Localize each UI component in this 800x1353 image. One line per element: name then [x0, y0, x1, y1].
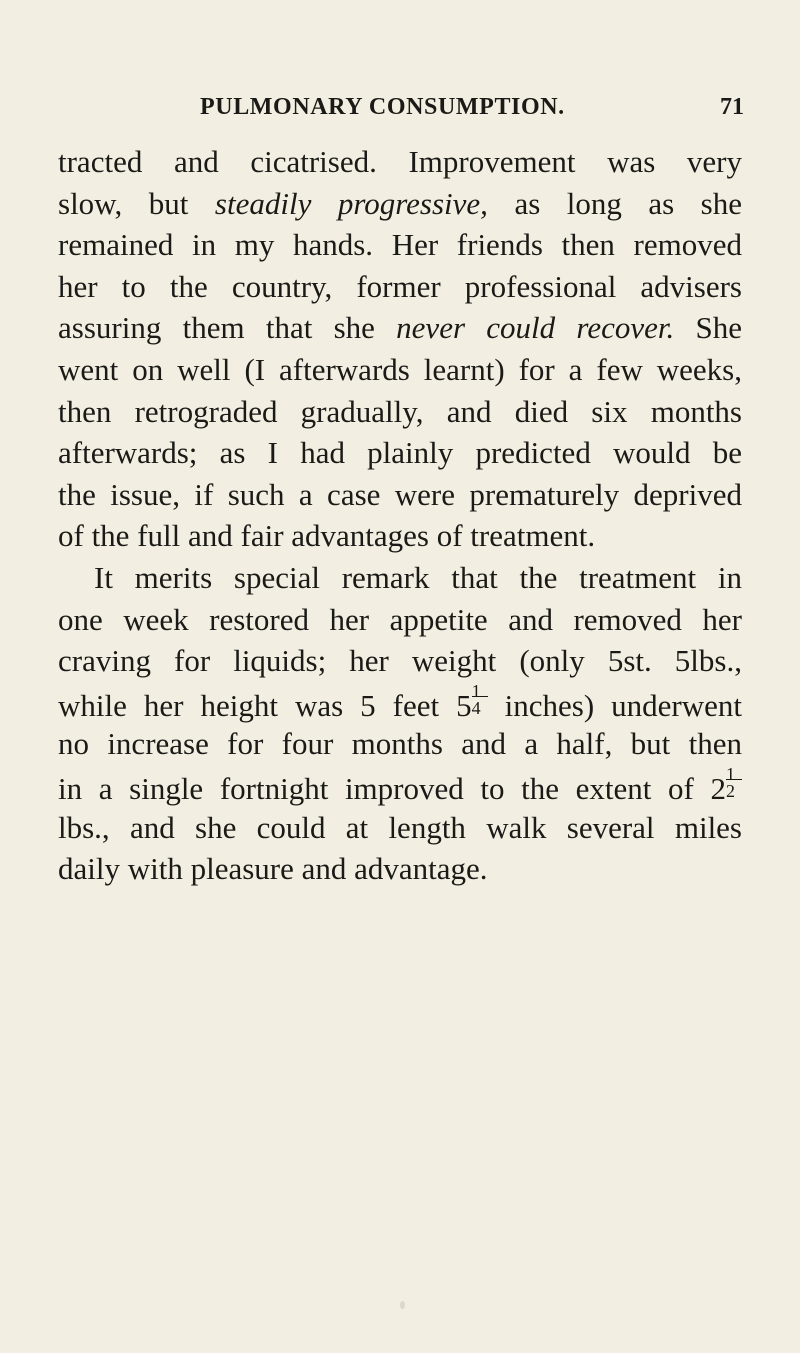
- paragraph-treatment-remark: [58, 557, 742, 890]
- text-line: went on well (I afterwards learnt) for a few weeks,: [58, 351, 742, 387]
- text-line: lbs., and she could at length walk several miles: [58, 809, 742, 845]
- text-line: slow, but steadily progressive, as long as she: [58, 185, 742, 221]
- text-line: assuring them that she never could recover. She: [58, 310, 743, 346]
- emphasis-never-could-recover: never could recover.: [396, 310, 675, 346]
- text-line: her to the country, former professional advisers: [58, 268, 742, 304]
- text-line: afterwards; as I had plainly predicted would be: [58, 435, 742, 471]
- page-number: 71: [720, 94, 744, 120]
- paper-speck: [400, 1301, 405, 1309]
- text-line: daily with pleasure and advantage.: [58, 851, 488, 887]
- text-line: no increase for four months and a half, but then: [58, 726, 742, 762]
- emphasis-steadily-progressive: steadily progressive,: [214, 185, 488, 221]
- text-line: one week restored her appetite and removed her: [58, 601, 742, 637]
- text-line: the issue, if such a case were prematurely deprived: [58, 476, 742, 512]
- text-line: while her height was 5 feet 5 $\frac{1}{4}$ inches) underwent: [58, 680, 743, 723]
- text-line: tracted and cicatrised. Improvement was very: [58, 144, 742, 179]
- text-line: then retrograded gradually, and died six months: [58, 393, 742, 429]
- fraction-one-half: $\frac{1}{2}$: [726, 765, 742, 795]
- text-line: in a single fortnight improved to the extent of 2 $\frac{1}{2}$: [58, 765, 742, 807]
- text-line: remained in my hands. Her friends then removed: [58, 227, 742, 263]
- body-text: [58, 141, 742, 890]
- fraction-one-quarter: $\frac{1}{4}$: [472, 682, 488, 712]
- paragraph-case-outcome: [58, 141, 742, 557]
- text-line: craving for liquids; her weight (only 5st. 5lbs.,: [58, 643, 742, 679]
- running-title: PULMONARY CONSUMPTION.: [200, 94, 565, 120]
- text-line: of the full and fair advantages of treatment.: [58, 518, 596, 554]
- running-head: [58, 94, 744, 126]
- text-line: It merits special remark that the treatment in: [94, 559, 742, 595]
